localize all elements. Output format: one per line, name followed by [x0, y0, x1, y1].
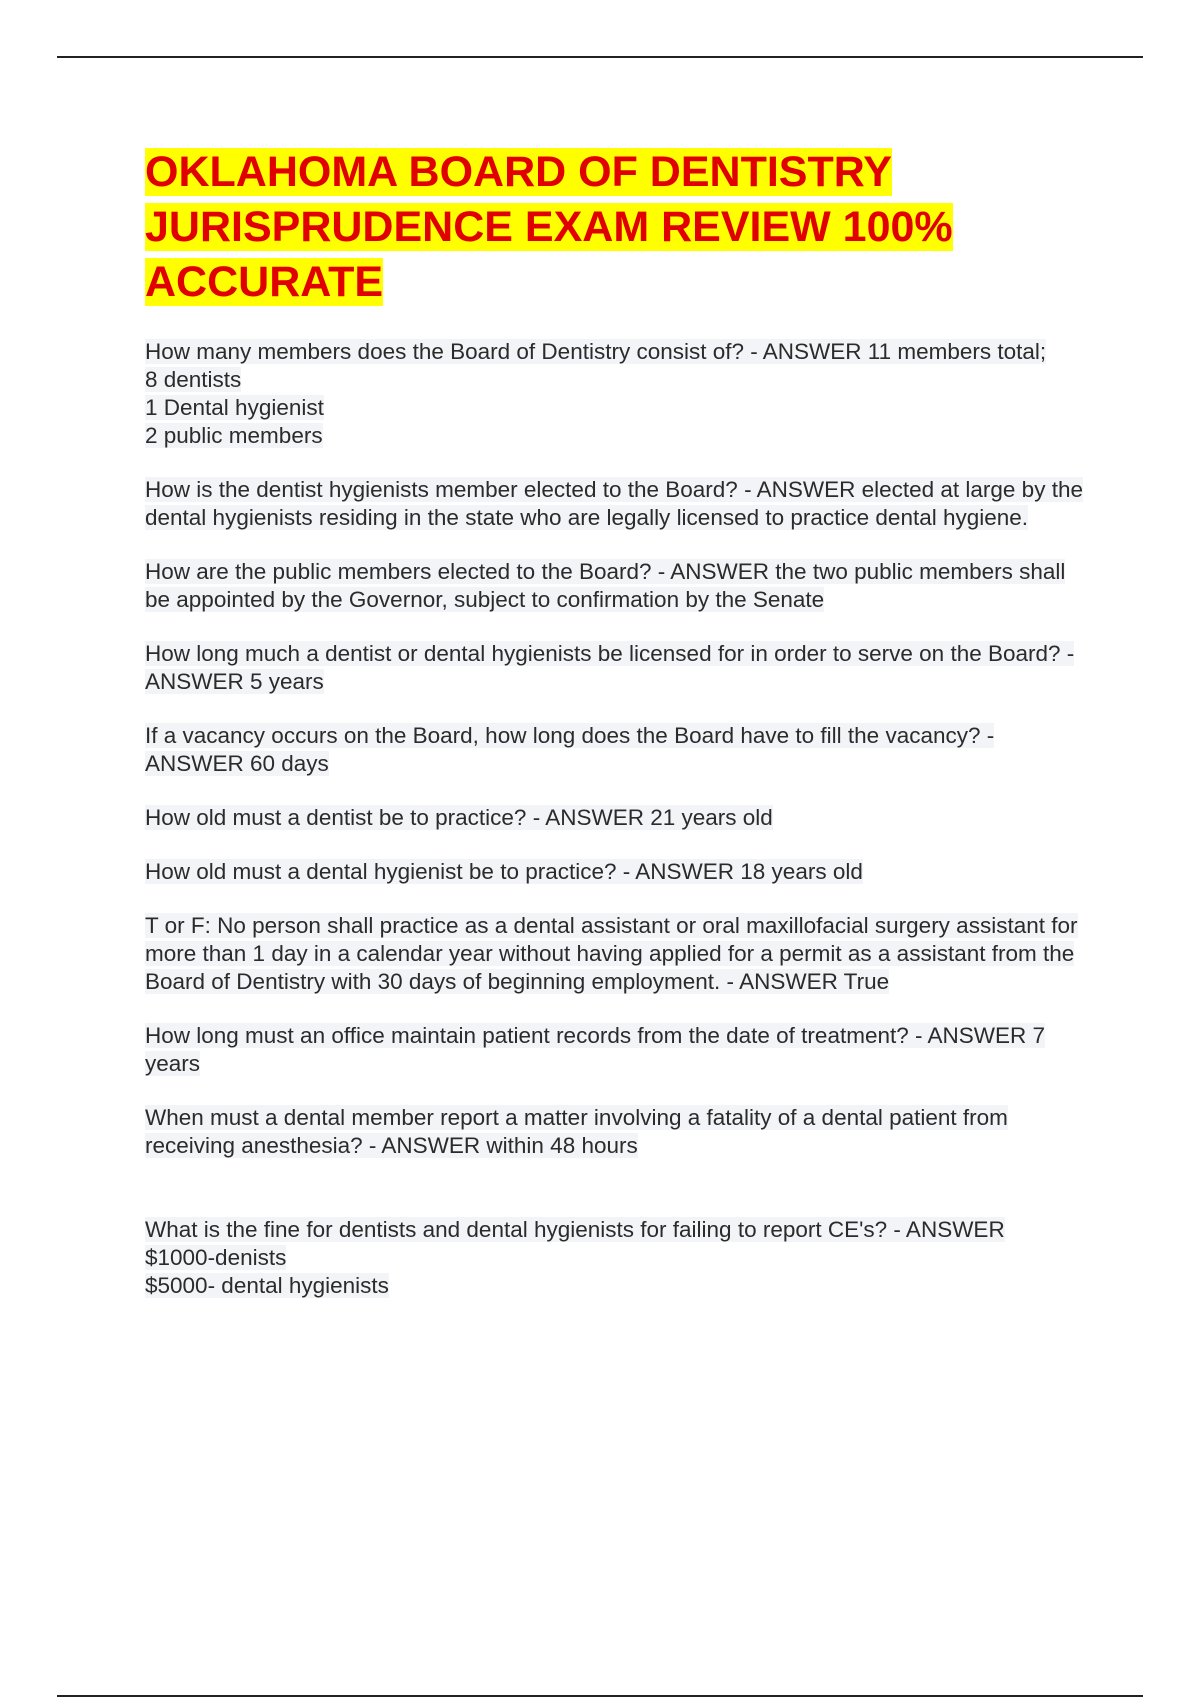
qa-line: [145, 1272, 1095, 1300]
qa-line: [145, 804, 1095, 832]
qa-line-text: How is the dentist hygienists member elected to the Board? - ANSWER elected at large by the dental hygienists residing in the state who are legally licensed to practice dental hygiene.: [145, 477, 1083, 530]
document-body: [145, 145, 1095, 1326]
qa-item: [145, 804, 1095, 832]
qa-line: [145, 912, 1095, 996]
qa-item: [145, 1216, 1095, 1300]
qa-line-text: When must a dental member report a matter involving a fatality of a dental patient from receiving anesthesia? - ANSWER within 48 hours: [145, 1105, 1008, 1158]
qa-line: [145, 338, 1095, 366]
qa-line-text: 8 dentists: [145, 367, 242, 392]
qa-item: [145, 1022, 1095, 1078]
title-highlight: OKLAHOMA BOARD OF DENTISTRY JURISPRUDENCE EXAM REVIEW 100% ACCURATE: [145, 148, 953, 306]
document-title: [145, 145, 1095, 310]
qa-item: [145, 338, 1095, 450]
qa-line-text: How many members does the Board of Dentistry consist of? - ANSWER 11 members total;: [145, 339, 1047, 364]
qa-line-text: How old must a dental hygienist be to practice? - ANSWER 18 years old: [145, 859, 863, 884]
qa-line: [145, 366, 1095, 394]
qa-line: [145, 858, 1095, 886]
qa-line-text: How old must a dentist be to practice? - ANSWER 21 years old: [145, 805, 773, 830]
qa-line-text: How long must an office maintain patient records from the date of treatment? - ANSWER 7 years: [145, 1023, 1046, 1076]
qa-line: [145, 1104, 1095, 1160]
qa-line: [145, 722, 1095, 778]
qa-line-text: How long much a dentist or dental hygienists be licensed for in order to serve on the Board? - ANSWER 5 years: [145, 641, 1075, 694]
qa-line-text: 1 Dental hygienist: [145, 395, 324, 420]
qa-line: [145, 422, 1095, 450]
bottom-rule: [57, 1695, 1143, 1697]
qa-line: [145, 1244, 1095, 1272]
qa-line-text: 2 public members: [145, 423, 323, 448]
qa-line-text: T or F: No person shall practice as a dental assistant or oral maxillofacial surgery assistant for more than 1 day in a calendar year without having applied for a permit as a assistant from the Board of Dentistry with 30 days of beginning employment. - ANSWER True: [145, 913, 1078, 994]
top-rule: [57, 56, 1143, 58]
qa-line-text: How are the public members elected to the Board? - ANSWER the two public members shall be appointed by the Governor, subject to confirmation by the Senate: [145, 559, 1066, 612]
qa-item: [145, 722, 1095, 778]
qa-item: [145, 558, 1095, 614]
qa-line-text: $1000-denists: [145, 1245, 287, 1270]
qa-line-text: $5000- dental hygienists: [145, 1273, 389, 1298]
qa-list: [145, 338, 1095, 1300]
qa-line: [145, 476, 1095, 532]
qa-item: [145, 476, 1095, 532]
qa-line: [145, 1216, 1095, 1244]
qa-item: [145, 912, 1095, 996]
qa-item: [145, 858, 1095, 886]
qa-line-text: What is the fine for dentists and dental hygienists for failing to report CE's? - ANSWER: [145, 1217, 1005, 1242]
qa-line: [145, 558, 1095, 614]
qa-line: [145, 640, 1095, 696]
qa-item: [145, 1104, 1095, 1160]
qa-line-text: If a vacancy occurs on the Board, how long does the Board have to fill the vacancy? - ANSWER 60 days: [145, 723, 995, 776]
qa-line: [145, 394, 1095, 422]
qa-item: [145, 640, 1095, 696]
qa-line: [145, 1022, 1095, 1078]
